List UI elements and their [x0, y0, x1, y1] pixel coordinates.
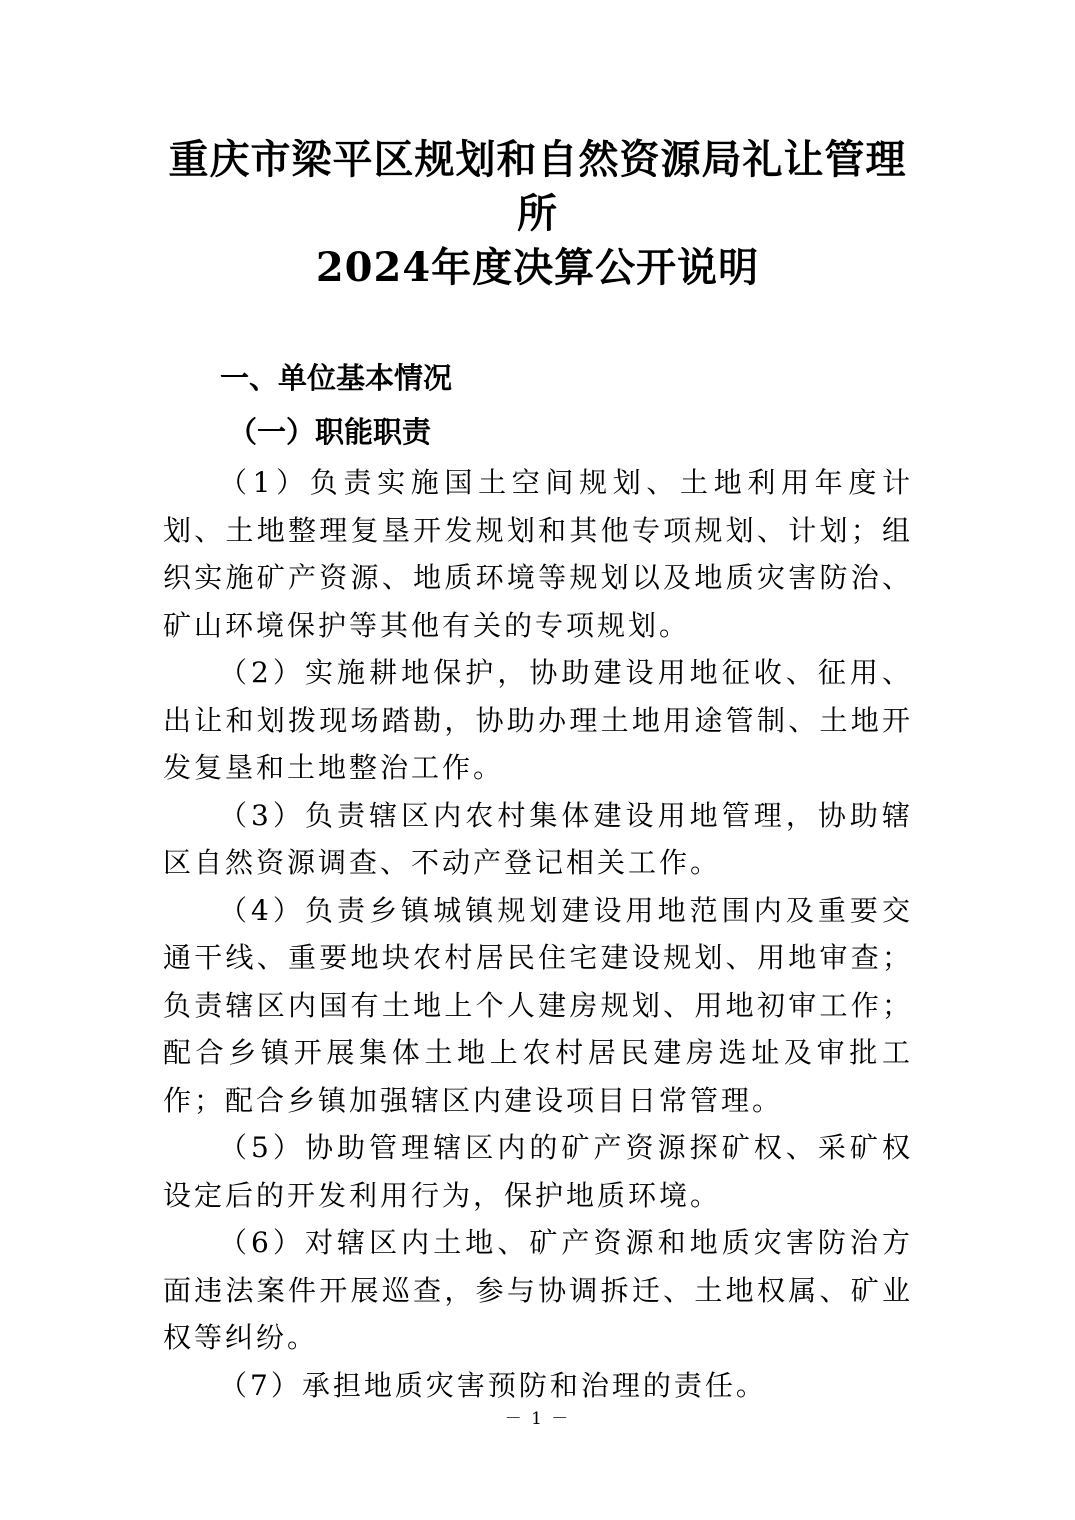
paragraph-duty-5: （5）协助管理辖区内的矿产资源探矿权、采矿权设定后的开发利用行为，保护地质环境。	[163, 1131, 913, 1212]
paragraph-duty-4: （4）负责乡镇城镇规划建设用地范围内及重要交通干线、重要地块农村居民住宅建设规划、用地审查；负责辖区内国有土地上个人建房规划、用地初审工作；配合乡镇开展集体土地上农村居民建房选址及审批工作；配合乡镇加强辖区内建设项目日常管理。	[163, 893, 913, 1117]
document-title-line-3: 2024年度决算公开说明	[315, 244, 760, 291]
paragraph-duty-1: （1）负责实施国土空间规划、土地利用年度计划、土地整理复垦开发规划和其他专项规划、计划；组织实施矿产资源、地质环境等规划以及地质灾害防治、矿山环境保护等其他有关的专项规划。	[163, 466, 913, 642]
body-text	[163, 459, 913, 1409]
document-title-line-1: 重庆市梁平区规划和自然资源局礼让管理	[168, 136, 907, 183]
paragraph-duty-2: （2）实施耕地保护，协助建设用地征收、征用、出让和划拨现场踏勘，协助办理土地用途管制、土地开发复垦和土地整治工作。	[163, 656, 913, 784]
paragraph-duty-7: （7）承担地质灾害预防和治理的责任。	[219, 1368, 767, 1402]
page-number: － 1 －	[504, 1409, 571, 1429]
subsection-heading: （一）职能职责	[228, 415, 432, 449]
section-heading: 一、单位基本情况	[220, 361, 453, 395]
paragraph-duty-6: （6）对辖区内土地、矿产资源和地质灾害防治方面违法案件开展巡查，参与协调拆迁、土地权属、矿业权等纠纷。	[163, 1226, 913, 1354]
document-title-line-2: 所	[517, 190, 558, 237]
paragraph-duty-3: （3）负责辖区内农村集体建设用地管理，协助辖区自然资源调查、不动产登记相关工作。	[163, 798, 913, 879]
